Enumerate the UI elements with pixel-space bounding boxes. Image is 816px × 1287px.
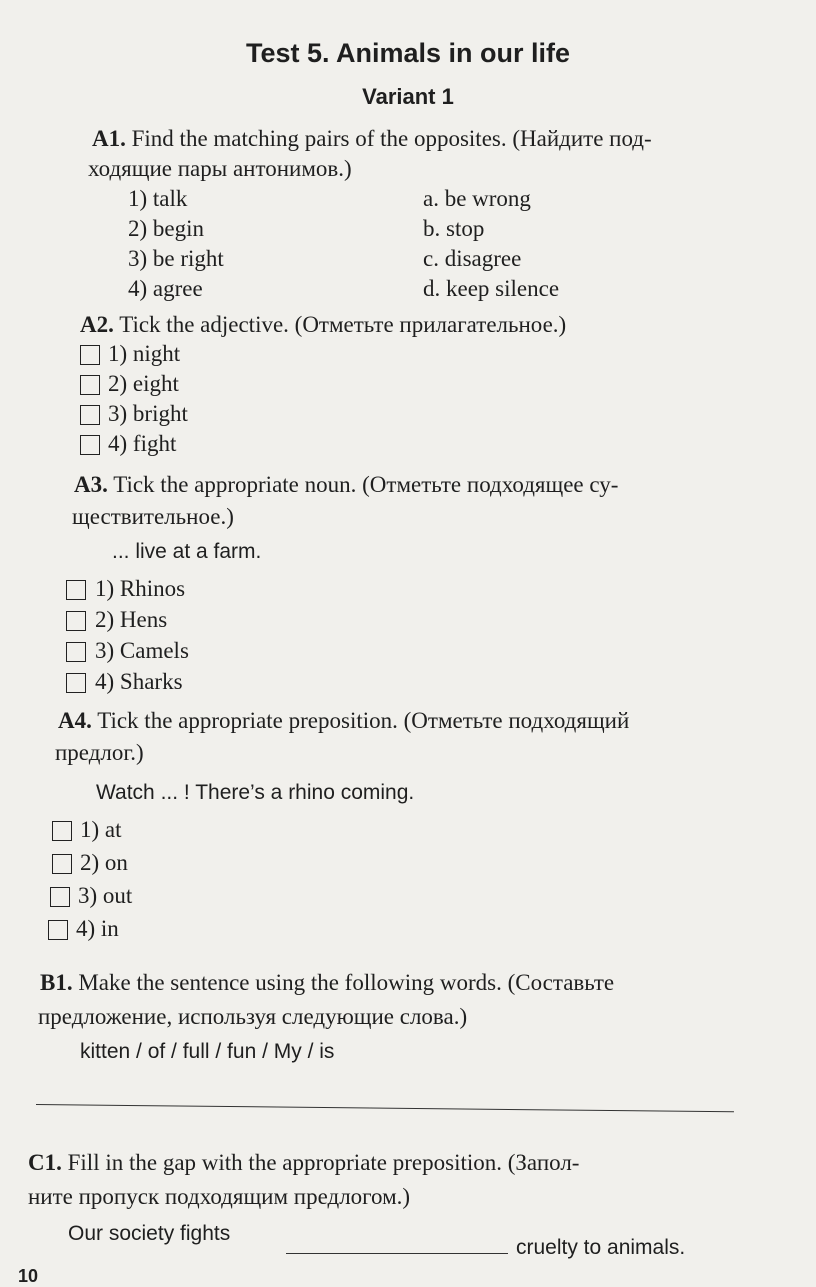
a4-option-label: 3) out bbox=[78, 883, 133, 908]
a4-number: A4. bbox=[58, 708, 92, 733]
a4-prompt: Watch ... ! There’s a rhino coming. bbox=[96, 781, 415, 804]
a3-prompt: ... live at a farm. bbox=[112, 540, 262, 563]
a4-instruction-line1 bbox=[58, 708, 629, 734]
a2-option-label: 4) fight bbox=[108, 431, 177, 456]
a2-option-label: 3) bright bbox=[108, 401, 188, 426]
a3-option2-checkbox[interactable] bbox=[66, 611, 86, 631]
a1-instruction-line1 bbox=[92, 126, 652, 152]
a1-left-item: 2) begin bbox=[128, 216, 205, 241]
a4-option4-checkbox[interactable] bbox=[48, 920, 68, 940]
c1-sentence-start: Our society fights bbox=[68, 1222, 231, 1245]
a2-instruction bbox=[80, 312, 566, 338]
a4-option1-checkbox[interactable] bbox=[52, 821, 72, 841]
a2-option3-checkbox[interactable] bbox=[80, 405, 100, 425]
a3-option-label: 2) Hens bbox=[95, 607, 168, 632]
a2-option4-checkbox[interactable] bbox=[80, 435, 100, 455]
a3-instruction-line2: ществительное.) bbox=[72, 504, 234, 529]
a3-option4-checkbox[interactable] bbox=[66, 673, 86, 693]
c1-instruction-line2: ните пропуск подходящим предлогом.) bbox=[28, 1184, 411, 1209]
c1-answer-blank[interactable] bbox=[286, 1253, 508, 1254]
a4-option2-checkbox[interactable] bbox=[52, 854, 72, 874]
a1-left-item: 3) be right bbox=[128, 246, 224, 271]
a2-instruction-text: Tick the adjective. (Отметьте прилагательное.) bbox=[119, 312, 567, 337]
a1-right-item: a. be wrong bbox=[423, 186, 531, 211]
a1-right-item: b. stop bbox=[423, 216, 485, 241]
a3-option1-checkbox[interactable] bbox=[66, 580, 86, 600]
c1-sentence-end: cruelty to animals. bbox=[516, 1236, 686, 1259]
c1-instruction-line1 bbox=[28, 1150, 579, 1176]
a1-left-item: 1) talk bbox=[128, 186, 188, 211]
b1-number: B1. bbox=[40, 970, 73, 995]
a3-number: A3. bbox=[74, 472, 108, 497]
c1-number: C1. bbox=[28, 1150, 62, 1175]
a4-option3-checkbox[interactable] bbox=[50, 887, 70, 907]
a3-option-label: 3) Camels bbox=[95, 638, 189, 663]
a4-instruction-text: Tick the appropriate preposition. (Отметьте подходящий bbox=[97, 708, 630, 733]
a3-instruction-text: Tick the appropriate noun. (Отметьте подходящее су- bbox=[113, 472, 619, 497]
test-title: Test 5. Animals in our life bbox=[245, 38, 571, 68]
a2-option2-checkbox[interactable] bbox=[80, 375, 100, 395]
variant-label: Variant 1 bbox=[362, 84, 454, 109]
a1-instruction-line2: ходящие пары антонимов.) bbox=[88, 156, 352, 181]
a1-number: A1. bbox=[92, 126, 126, 151]
a3-option3-checkbox[interactable] bbox=[66, 642, 86, 662]
a2-option-label: 2) eight bbox=[108, 371, 179, 396]
b1-answer-line[interactable] bbox=[36, 1104, 734, 1112]
a1-instruction-text: Find the matching pairs of the opposites. (Найдите под- bbox=[131, 126, 652, 151]
a2-option1-checkbox[interactable] bbox=[80, 345, 100, 365]
c1-instruction-text: Fill in the gap with the appropriate preposition. (Запол- bbox=[67, 1150, 580, 1175]
a3-option-label: 4) Sharks bbox=[95, 669, 183, 694]
a2-option-label: 1) night bbox=[108, 341, 181, 366]
page-number: 10 bbox=[18, 1266, 39, 1286]
a1-right-item: c. disagree bbox=[423, 246, 522, 271]
a3-instruction-line1 bbox=[74, 472, 618, 498]
b1-instruction-line2: предложение, используя следующие слова.) bbox=[38, 1004, 468, 1029]
a4-option-label: 4) in bbox=[76, 916, 119, 941]
a1-left-item: 4) agree bbox=[128, 276, 203, 301]
b1-instruction-line1 bbox=[40, 970, 614, 996]
a2-number: A2. bbox=[80, 312, 114, 337]
b1-instruction-text: Make the sentence using the following words. (Составьте bbox=[78, 970, 615, 995]
a4-option-label: 2) on bbox=[80, 850, 128, 875]
b1-words: kitten / of / full / fun / My / is bbox=[80, 1040, 335, 1063]
a4-instruction-line2: предлог.) bbox=[55, 740, 144, 765]
a4-option-label: 1) at bbox=[80, 817, 122, 842]
a1-right-item: d. keep silence bbox=[423, 276, 560, 301]
a3-option-label: 1) Rhinos bbox=[95, 576, 186, 601]
